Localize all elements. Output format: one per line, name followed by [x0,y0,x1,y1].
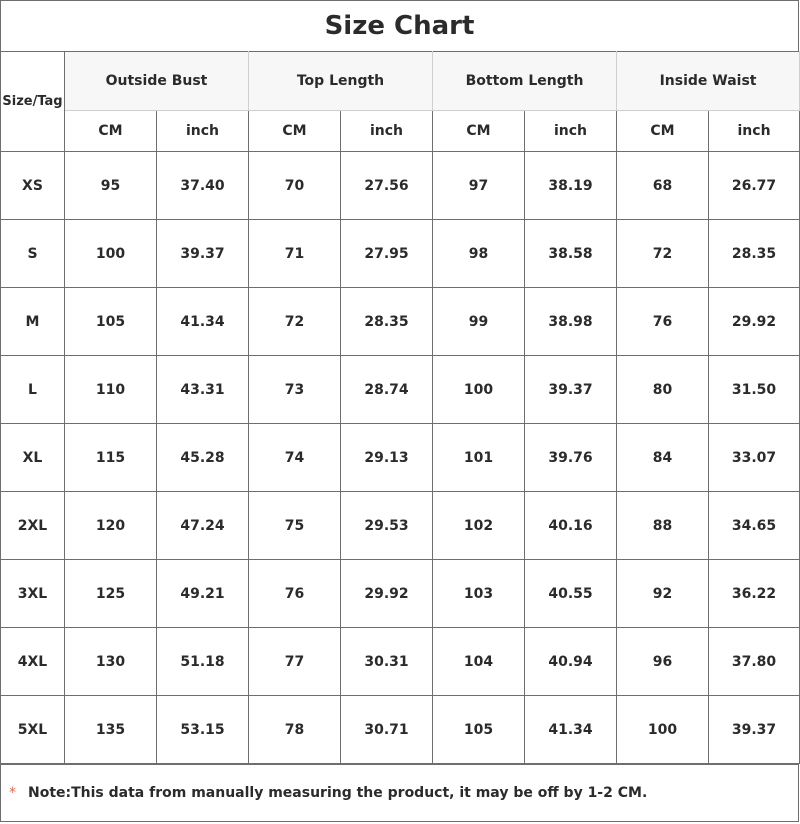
measurement-cell: 105 [65,288,157,356]
measurement-cell: 29.92 [709,288,800,356]
group-header-bottom-length: Bottom Length [433,52,617,111]
size-cell: M [1,288,65,356]
measurement-cell: 34.65 [709,492,800,560]
measurement-cell: 102 [433,492,525,560]
measurement-cell: 31.50 [709,356,800,424]
measurement-cell: 45.28 [157,424,249,492]
measurement-cell: 39.37 [709,696,800,764]
table-row [1,220,800,288]
unit-header: inch [525,111,617,152]
measurement-cell: 51.18 [157,628,249,696]
measurement-cell: 36.22 [709,560,800,628]
measurement-cell: 26.77 [709,152,800,220]
group-header-outside-bust: Outside Bust [65,52,249,111]
measurement-cell: 130 [65,628,157,696]
size-cell: 2XL [1,492,65,560]
measurement-cell: 27.95 [341,220,433,288]
measurement-cell: 47.24 [157,492,249,560]
measurement-cell: 80 [617,356,709,424]
size-cell: XS [1,152,65,220]
measurement-cell: 41.34 [525,696,617,764]
measurement-cell: 38.19 [525,152,617,220]
measurement-cell: 77 [249,628,341,696]
size-cell: S [1,220,65,288]
table-row [1,424,800,492]
measurement-cell: 53.15 [157,696,249,764]
measurement-cell: 84 [617,424,709,492]
measurement-cell: 43.31 [157,356,249,424]
table-row [1,628,800,696]
measurement-cell: 125 [65,560,157,628]
measurement-cell: 28.35 [341,288,433,356]
measurement-cell: 72 [617,220,709,288]
table-row [1,696,800,764]
group-header-top-length: Top Length [249,52,433,111]
page-title: Size Chart [0,0,799,52]
measurement-cell: 76 [617,288,709,356]
measurement-cell: 29.92 [341,560,433,628]
measurement-cell: 28.35 [709,220,800,288]
measurement-cell: 39.37 [157,220,249,288]
measurement-cell: 101 [433,424,525,492]
size-cell: 4XL [1,628,65,696]
table-row [1,152,800,220]
measurement-cell: 103 [433,560,525,628]
measurement-cell: 37.80 [709,628,800,696]
measurement-cell: 28.74 [341,356,433,424]
measurement-cell: 110 [65,356,157,424]
measurement-cell: 71 [249,220,341,288]
table-row [1,492,800,560]
measurement-cell: 30.71 [341,696,433,764]
measurement-cell: 68 [617,152,709,220]
size-cell: L [1,356,65,424]
measurement-cell: 120 [65,492,157,560]
measurement-cell: 104 [433,628,525,696]
measurement-cell: 96 [617,628,709,696]
measurement-cell: 73 [249,356,341,424]
measurement-cell: 40.55 [525,560,617,628]
measurement-cell: 97 [433,152,525,220]
measurement-cell: 38.98 [525,288,617,356]
unit-header-row [1,111,800,152]
measurement-cell: 75 [249,492,341,560]
measurement-cell: 100 [433,356,525,424]
measurement-cell: 27.56 [341,152,433,220]
measurement-cell: 40.94 [525,628,617,696]
measurement-cell: 38.58 [525,220,617,288]
measurement-note [0,764,799,822]
measurement-cell: 100 [617,696,709,764]
measurement-cell: 88 [617,492,709,560]
size-table-body [1,152,800,764]
measurement-cell: 76 [249,560,341,628]
unit-header: inch [157,111,249,152]
unit-header: CM [617,111,709,152]
unit-header: inch [709,111,800,152]
group-header-row [1,52,800,111]
measurement-cell: 29.53 [341,492,433,560]
measurement-cell: 39.76 [525,424,617,492]
measurement-cell: 78 [249,696,341,764]
size-table [0,51,800,764]
size-cell: 3XL [1,560,65,628]
measurement-cell: 115 [65,424,157,492]
measurement-cell: 30.31 [341,628,433,696]
measurement-cell: 98 [433,220,525,288]
measurement-cell: 99 [433,288,525,356]
measurement-cell: 39.37 [525,356,617,424]
measurement-cell: 72 [249,288,341,356]
measurement-cell: 135 [65,696,157,764]
unit-header: CM [65,111,157,152]
unit-header: inch [341,111,433,152]
size-tag-header: Size/Tag [1,52,65,152]
size-cell: XL [1,424,65,492]
note-text: Note:This data from manually measuring the product, it may be off by 1-2 CM. [28,785,648,801]
measurement-cell: 41.34 [157,288,249,356]
unit-header: CM [433,111,525,152]
group-header-inside-waist: Inside Waist [617,52,800,111]
unit-header: CM [249,111,341,152]
table-row [1,560,800,628]
measurement-cell: 29.13 [341,424,433,492]
table-row [1,356,800,424]
measurement-cell: 92 [617,560,709,628]
measurement-cell: 70 [249,152,341,220]
size-cell: 5XL [1,696,65,764]
measurement-cell: 40.16 [525,492,617,560]
measurement-cell: 33.07 [709,424,800,492]
measurement-cell: 95 [65,152,157,220]
note-marker: * [9,785,16,801]
table-row [1,288,800,356]
measurement-cell: 37.40 [157,152,249,220]
measurement-cell: 100 [65,220,157,288]
measurement-cell: 74 [249,424,341,492]
measurement-cell: 105 [433,696,525,764]
measurement-cell: 49.21 [157,560,249,628]
